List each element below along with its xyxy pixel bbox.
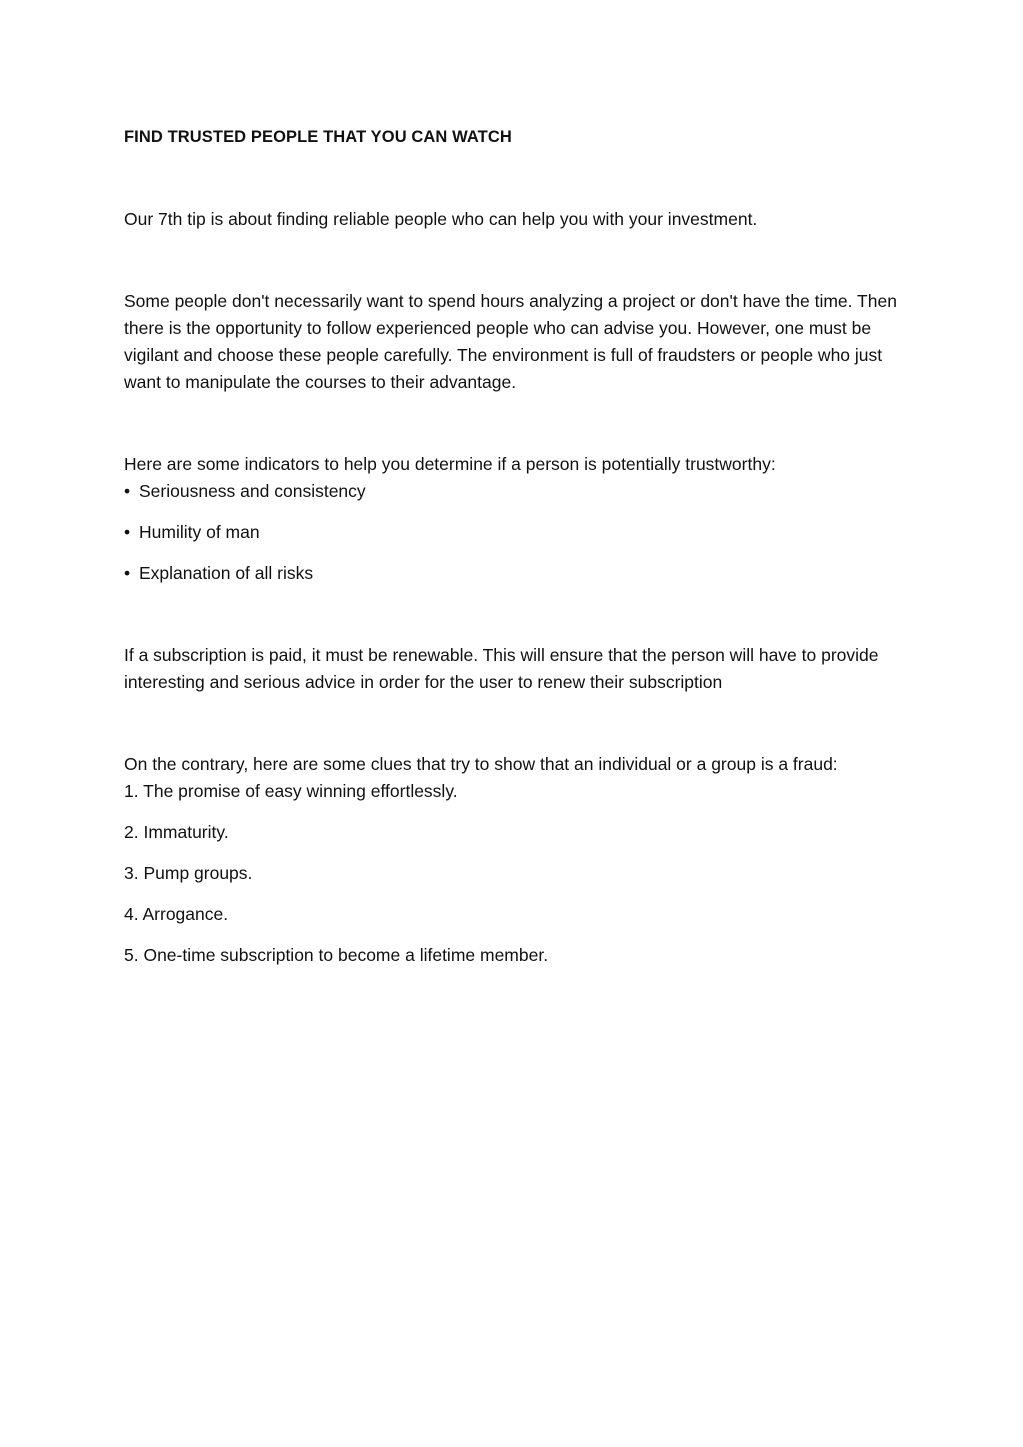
- list-item: 1. The promise of easy winning effortlessly.: [124, 781, 458, 801]
- fraud-clues-list: [124, 778, 904, 969]
- bullet-icon: •: [124, 522, 131, 542]
- bullet-icon: •: [124, 563, 131, 583]
- list-item: 5. One-time subscription to become a lifetime member.: [124, 945, 549, 965]
- list-item: 3. Pump groups.: [124, 863, 253, 883]
- list-item: [124, 478, 904, 505]
- list-item: 2. Immaturity.: [124, 822, 229, 842]
- bullet-icon: •: [124, 481, 131, 501]
- document-body: [124, 124, 904, 969]
- list-item-text: Seriousness and consistency: [139, 481, 366, 501]
- list-item-text: Humility of man: [139, 522, 260, 542]
- indicators-intro-paragraph: Here are some indicators to help you determine if a person is potentially trustworthy:: [124, 454, 776, 474]
- list-item-text: Explanation of all risks: [139, 563, 314, 583]
- subscription-paragraph: If a subscription is paid, it must be renewable. This will ensure that the person will have to provide interesting and serious advice in order for the user to renew their subscription: [124, 645, 879, 692]
- list-item: [124, 519, 904, 546]
- document-title: FIND TRUSTED PEOPLE THAT YOU CAN WATCH: [124, 128, 512, 146]
- list-item: 4. Arrogance.: [124, 904, 229, 924]
- list-item: [124, 560, 904, 587]
- context-paragraph: Some people don't necessarily want to spend hours analyzing a project or don't have the time. Then there is the opportunity to follow experienced people who can advise you. However, one must be vigilant and choose these people carefully. The environment is full of fraudsters or people who just want to manipulate the courses to their advantage.: [124, 291, 897, 392]
- fraud-intro-paragraph: On the contrary, here are some clues that try to show that an individual or a group is a fraud:: [124, 754, 838, 774]
- intro-paragraph: Our 7th tip is about finding reliable people who can help you with your investment.: [124, 209, 758, 229]
- trust-indicators-list: [124, 478, 904, 587]
